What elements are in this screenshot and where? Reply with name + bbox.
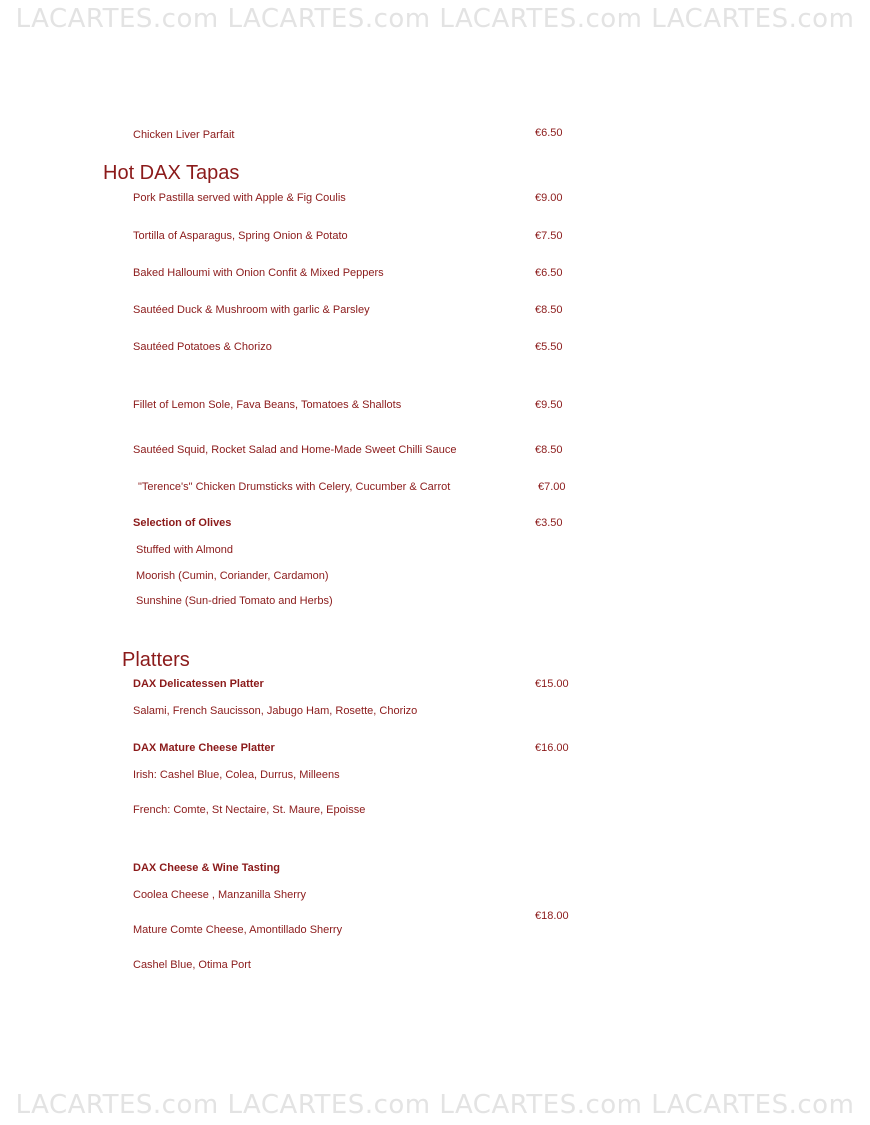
menu-item-price: €16.00	[535, 742, 569, 754]
menu-item-desc: Cashel Blue, Otima Port	[133, 959, 251, 971]
menu-item-name: DAX Mature Cheese Platter	[133, 742, 275, 754]
olive-option: Sunshine (Sun-dried Tomato and Herbs)	[136, 595, 333, 607]
watermark-top: LACARTES.com LACARTES.com LACARTES.com LACARTES.com	[15, 4, 855, 34]
menu-item-price: €18.00	[535, 910, 569, 922]
section-heading-platters: Platters	[122, 649, 190, 671]
menu-item-price: €8.50	[535, 304, 563, 316]
menu-item-name: Tortilla of Asparagus, Spring Onion & Potato	[133, 230, 348, 242]
olive-option: Stuffed with Almond	[136, 544, 234, 556]
menu-item-name: DAX Cheese & Wine Tasting	[133, 862, 281, 874]
menu-item-name: Sautéed Potatoes & Chorizo	[133, 341, 272, 353]
menu-item-desc: Mature Comte Cheese, Amontillado Sherry	[133, 924, 343, 936]
menu-item-name: Fillet of Lemon Sole, Fava Beans, Tomatoes & Shallots	[133, 399, 402, 411]
menu-item-price: €3.50	[535, 517, 563, 529]
menu-item-price: €9.00	[535, 192, 563, 204]
menu-item-price: €7.00	[538, 481, 566, 493]
menu-item-name: DAX Delicatessen Platter	[133, 678, 264, 690]
menu-item-name: Selection of Olives	[133, 517, 232, 529]
menu-item-desc: French: Comte, St Nectaire, St. Maure, Epoisse	[133, 804, 366, 816]
menu-item-name: "Terence's" Chicken Drumsticks with Celery, Cucumber & Carrot	[138, 481, 451, 493]
menu-item-desc: Coolea Cheese , Manzanilla Sherry	[133, 889, 307, 901]
menu-item-name: Pork Pastilla served with Apple & Fig Coulis	[133, 192, 346, 204]
menu-item-price: €5.50	[535, 341, 563, 353]
menu-item-name: Sautéed Duck & Mushroom with garlic & Parsley	[133, 304, 370, 316]
menu-item-name: Baked Halloumi with Onion Confit & Mixed Peppers	[133, 267, 384, 279]
menu-item-price: €8.50	[535, 444, 563, 456]
olive-option: Moorish (Cumin, Coriander, Cardamon)	[136, 570, 329, 582]
menu-item-price: €7.50	[535, 230, 563, 242]
menu-item-name: Chicken Liver Parfait	[133, 129, 235, 141]
menu-item-price: €6.50	[535, 127, 563, 139]
menu-item-price: €15.00	[535, 678, 569, 690]
menu-item-desc: Salami, French Saucisson, Jabugo Ham, Rosette, Chorizo	[133, 705, 418, 717]
menu-item-price: €6.50	[535, 267, 563, 279]
menu-item-name: Sautéed Squid, Rocket Salad and Home-Made Sweet Chilli Sauce	[133, 444, 457, 456]
watermark-bottom: LACARTES.com LACARTES.com LACARTES.com LACARTES.com	[15, 1090, 855, 1120]
menu-item-price: €9.50	[535, 399, 563, 411]
section-heading-hot-tapas: Hot DAX Tapas	[103, 162, 240, 184]
menu-item-desc: Irish: Cashel Blue, Colea, Durrus, Milleens	[133, 769, 340, 781]
